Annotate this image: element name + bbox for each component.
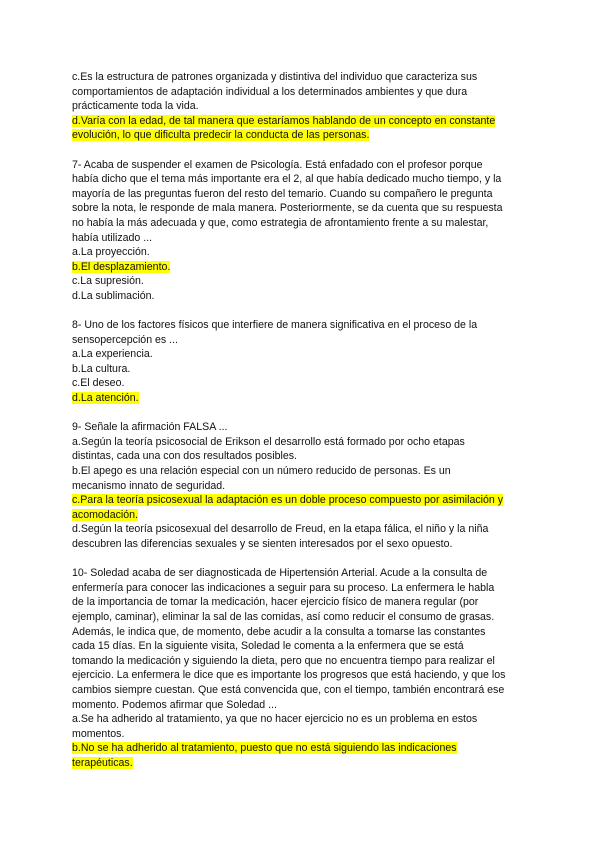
text-line: d.Según la teoría psicosexual del desarrollo de Freud, en la etapa fálica, el niño y la niña <box>72 523 489 536</box>
text-line: a.Según la teoría psicosocial de Erikson el desarrollo está formado por ocho etapas <box>72 435 465 448</box>
question-8-stem <box>72 318 542 347</box>
question-7-stem <box>72 158 542 246</box>
spacer <box>72 406 542 421</box>
highlighted-text: acomodación. <box>72 508 138 521</box>
text-line: tomando la medicación y siguiendo la dieta, pero que no encuentra tiempo para realizar el <box>72 654 495 667</box>
question-8-option-a: a.La experiencia. <box>72 348 153 361</box>
document-page <box>72 70 542 771</box>
question-7-option-a: a.La proyección. <box>72 246 150 259</box>
text-line: no había la más adecuada y que, como estrategia de afrontamiento frente a su malestar, <box>72 216 489 229</box>
question-10-option-b-answer <box>72 741 542 770</box>
text-line: sensopercepción es ... <box>72 333 178 346</box>
text-line: cambios siempre cuestan. Que está convencida que, con el tiempo, también encontrará ese <box>72 683 505 696</box>
text-line: Además, le indica que, de momento, debe acudir a la consulta a tomarse las constantes <box>72 625 486 638</box>
spacer <box>72 143 542 158</box>
text-line: había dicho que el tema más importante era el 2, al que había dedicado mucho tiempo, y la <box>72 173 502 186</box>
text-line: mayoría de las preguntas fueron del resto del temario. Cuando su compañero le pregunta <box>72 187 493 200</box>
text-line: a.Se ha adherido al tratamiento, ya que no hacer ejercicio no es un problema en estos <box>72 713 478 726</box>
question-8-option-b: b.La cultura. <box>72 362 131 375</box>
question-9-option-d <box>72 522 542 551</box>
prev-question-option-c <box>72 70 542 114</box>
highlighted-text: c.Para la teoría psicosexual la adaptación es un doble proceso compuesto por asimilación y <box>72 494 504 507</box>
text-line: comportamientos de adaptación individual a los determinados ambientes y que dura <box>72 85 468 98</box>
text-line: cada 15 días. En la siguiente visita, Soledad le comenta a la enfermera que se está <box>72 640 464 653</box>
text-line: sobre la nota, le responde de mala manera. Posteriormente, se da cuenta que su respuesta <box>72 202 503 215</box>
question-8-option-d-answer: d.La atención. <box>72 392 139 405</box>
prev-question-option-d-answer <box>72 114 542 143</box>
question-10-stem <box>72 566 542 712</box>
spacer <box>72 552 542 567</box>
highlighted-text: evolución, lo que dificulta predecir la conducta de las personas. <box>72 129 370 142</box>
text-line: ejemplo, caminar), eliminar la sal de las comidas, así como reducir el consumo de grasas. <box>72 610 495 623</box>
text-line: 7- Acaba de suspender el examen de Psicología. Está enfadado con el profesor porque <box>72 158 483 171</box>
question-7-option-c: c.La supresión. <box>72 275 144 288</box>
question-9-option-b <box>72 464 542 493</box>
spacer <box>72 304 542 319</box>
text-line: mecanismo innato de seguridad. <box>72 479 226 492</box>
text-line: había utilizado ... <box>72 231 153 244</box>
text-line: descubren las diferencias sexuales y se sienten interesados por el sexo opuesto. <box>72 538 453 550</box>
text-line: enfermería para conocer las indicaciones a seguir para su proceso. La enfermera le habla <box>72 581 495 594</box>
text-line: b.El apego es una relación especial con un número reducido de personas. Es un <box>72 465 451 478</box>
text-line: ejercicio. La enfermera le dice que es importante los progresos que está haciendo, y que los <box>72 669 506 682</box>
text-line: prácticamente toda la vida. <box>72 100 199 113</box>
text-line: momentos. <box>72 727 125 740</box>
highlighted-text: b.No se ha adherido al tratamiento, puesto que no está siguiendo las indicaciones <box>72 742 457 755</box>
question-7-option-b-answer: b.El desplazamiento. <box>72 260 171 273</box>
question-9-option-a <box>72 435 542 464</box>
text-line: distintas, cada una con dos resultados posibles. <box>72 450 297 463</box>
question-7 <box>72 158 542 304</box>
question-10 <box>72 566 542 770</box>
question-8 <box>72 318 542 406</box>
question-9-option-c-answer <box>72 493 542 522</box>
question-10-option-a <box>72 712 542 741</box>
text-line: momento. Podemos afirmar que Soledad ... <box>72 698 277 711</box>
question-9-stem: 9- Señale la afirmación FALSA ... <box>72 421 228 434</box>
question-9 <box>72 420 542 551</box>
text-line: c.Es la estructura de patrones organizada y distintiva del individuo que caracteriza sus <box>72 71 478 83</box>
question-8-option-c: c.El deseo. <box>72 377 125 390</box>
highlighted-text: terapéuticas. <box>72 756 133 769</box>
text-line: de la importancia de tomar la medicación, hacer ejercicio físico de manera regular (por <box>72 596 479 609</box>
text-line: 8- Uno de los factores físicos que interfiere de manera significativa en el proceso de la <box>72 319 478 332</box>
text-line: 10- Soledad acaba de ser diagnosticada de Hipertensión Arterial. Acude a la consulta de <box>72 567 488 580</box>
highlighted-text: d.Varía con la edad, de tal manera que estaríamos hablando de un concepto en constante <box>72 114 496 127</box>
question-7-option-d: d.La sublimación. <box>72 289 155 302</box>
